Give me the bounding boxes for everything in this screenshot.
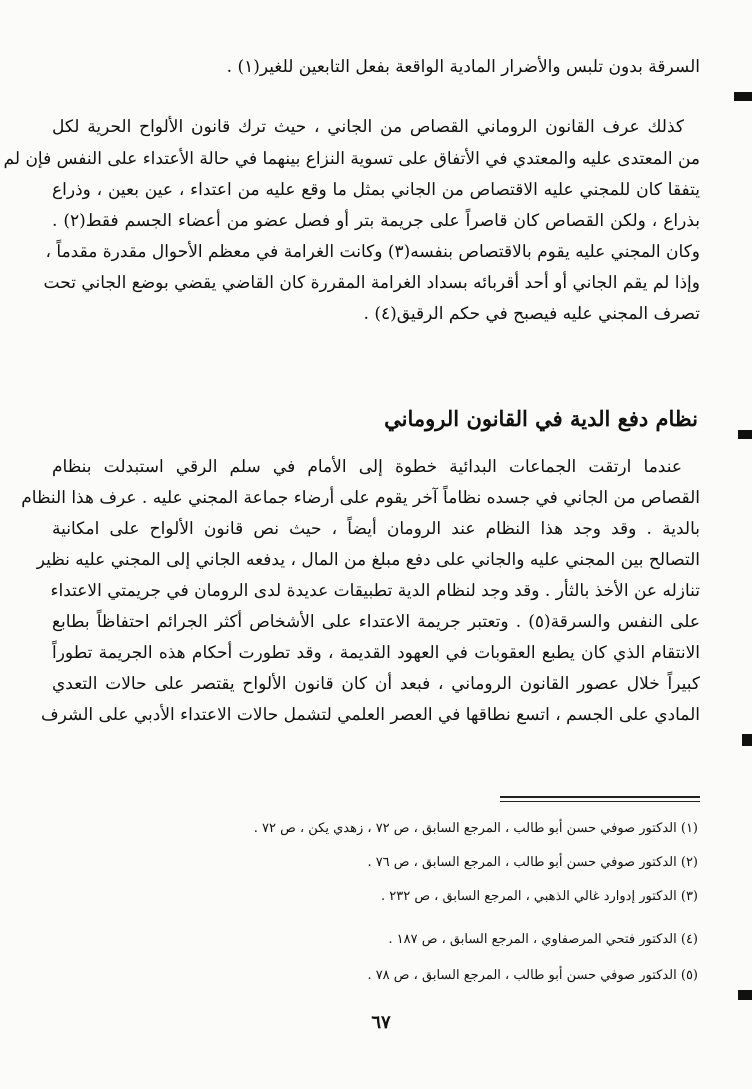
- paragraph-line: بالدية . وقد وجد هذا النظام عند الرومان أيضاً ، حيث نص قانون الألواح على امكانية: [52, 519, 700, 539]
- paragraph-line: وإذا لم يقم الجاني أو أحد أقربائه بسداد الغرامة المقررة كان القاضي يقضي بوضع الجاني تحت: [43, 273, 700, 293]
- edge-scan-mark: [742, 734, 752, 746]
- paragraph-line: وكان المجني عليه يقوم بالاقتصاص بنفسه(٣) وكانت الغرامة في معظم الأحوال مقدرة مقدماً ،: [45, 242, 700, 262]
- paragraph-line: تنازله عن الأخذ بالثأر . وقد وجد لنظام الدية تطبيقات عديدة لدى الرومان في جريمتي الاعتداء: [50, 581, 700, 601]
- paragraph-line: التصالح بين المجني عليه والجاني على دفع مبلغ من المال ، يدفعه الجاني إلى المجني عليه نظير: [36, 550, 700, 570]
- footnote-divider: [500, 796, 700, 798]
- paragraph-line: عندما ارتقت الجماعات البدائية خطوة إلى الأمام في سلم الرقي استبدلت بنظام: [52, 457, 682, 477]
- paragraph-line: بذراع ، ولكن القصاص كان قاصراً على جريمة بتر أو فصل عضو من أعضاء الجسم فقط(٢) .: [52, 211, 700, 231]
- page-number: ٦٧: [371, 1012, 391, 1033]
- footnote-item: (٣) الدكتور إدوارد غالي الذهبي ، المرجع السابق ، ص ٢٣٢ .: [380, 889, 698, 904]
- paragraph-line: الانتقام الذي كان يطبع العقوبات في العهود القديمة ، وقد تطورت أحكام هذه الجريمة تطوراً: [52, 643, 700, 663]
- section-heading: نظام دفع الدية في القانون الروماني: [384, 406, 698, 431]
- paragraph-line: كبيراً خلال عصور القانون الروماني ، فبعد أن كان قانون الألواح يقتصر على حالات التعدي: [52, 674, 700, 694]
- edge-scan-mark: [738, 430, 752, 439]
- paragraph-line: على النفس والسرقة(٥) . وتعتبر جريمة الاعتداء على الأشخاص أكثر الجرائم احتفاظاً بطابع: [52, 612, 700, 632]
- paragraph-line: المادي على الجسم ، اتسع نطاقها في العصر العلمي لتشمل حالات الاعتداء الأدبي على الشرف: [41, 705, 700, 725]
- footnote-item: (٥) الدكتور صوفي حسن أبو طالب ، المرجع السابق ، ص ٧٨ .: [367, 968, 698, 983]
- footnote-divider: [500, 801, 700, 802]
- paragraph-line: القصاص من الجاني في جسده نظاماً آخر يقوم على أرضاء جماعة المجني عليه . عرف هذا النظام: [21, 488, 700, 508]
- paragraph-line: تصرف المجني عليه فيصبح في حكم الرقيق(٤) .: [363, 304, 700, 324]
- footnote-item: (١) الدكتور صوفي حسن أبو طالب ، المرجع السابق ، ص ٧٢ ، زهدي يكن ، ص ٧٢ .: [253, 821, 698, 836]
- edge-scan-mark: [734, 92, 752, 101]
- footnote-item: (٢) الدكتور صوفي حسن أبو طالب ، المرجع السابق ، ص ٧٦ .: [367, 855, 698, 870]
- paragraph-line: من المعتدى عليه والمعتدي في الأتفاق على تسوية النزاع بينهما في حالة الأعتداء على النفس فإن لم: [3, 149, 700, 169]
- paragraph-line: يتفقا كان للمجني عليه الاقتصاص من الجاني بمثل ما وقع عليه من اعتداء ، عين بعين ، وذراع: [52, 180, 700, 200]
- edge-scan-mark: [738, 990, 752, 1000]
- top-continuation-line: السرقة بدون تلبس والأضرار المادية الواقعة بفعل التابعين للغير(١) .: [226, 57, 700, 77]
- paragraph-line: كذلك عرف القانون الروماني القصاص من الجاني ، حيث ترك قانون الألواح الحرية لكل: [52, 117, 684, 137]
- footnote-item: (٤) الدكتور فتحي المرصفاوي ، المرجع السابق ، ص ١٨٧ .: [388, 932, 698, 947]
